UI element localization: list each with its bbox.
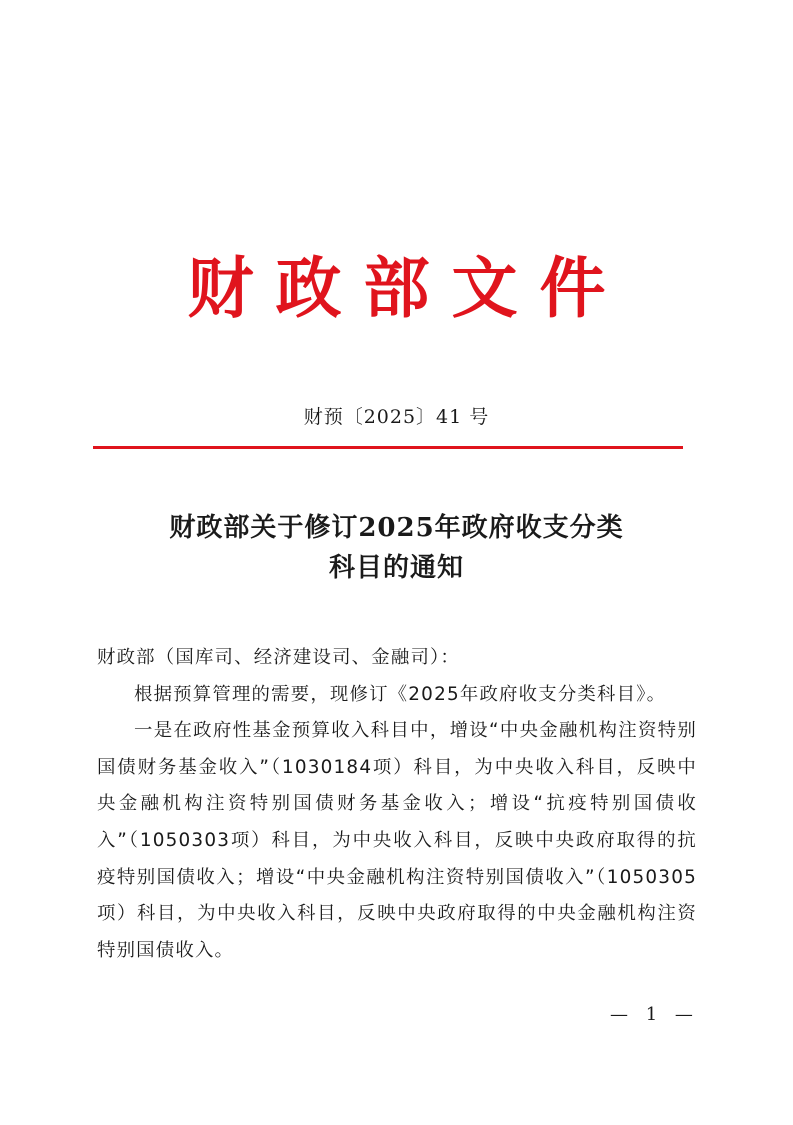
notice-title-line-1: 财政部关于修订2025年政府收支分类 — [169, 513, 624, 543]
notice-title-line-2: 科目的通知 — [328, 553, 464, 583]
notice-body — [97, 640, 697, 969]
masthead-title: 财政部文件 — [187, 249, 628, 327]
notice-title — [0, 508, 793, 588]
page-number: — 1 — — [610, 1004, 699, 1025]
body-paragraph-1: 根据预算管理的需要，现修订《2025年政府收支分类科目》。 — [134, 683, 667, 705]
red-divider-line — [93, 446, 683, 449]
addressee: 财政部（国库司、经济建设司、金融司）： — [97, 647, 461, 668]
document-number: 财预〔2025〕41 号 — [303, 406, 490, 428]
body-paragraph-2: 一是在政府性基金预算收入科目中，增设“中央金融机构注资特别国债财务基金收入”（1030184项）科目，为中央收入科目，反映中央金融机构注资特别国债财务基金收入；增设“抗疫特别国债收入”（1050303项）科目，为中央收入科目，反映中央政府取得的抗疫特别国债收入；增设“中央金融机构注资特别国债收入”（1050305项）科目，为中央收入科目，反映中央政府取得的中央金融机构注资特别国债收入。 — [97, 720, 697, 961]
